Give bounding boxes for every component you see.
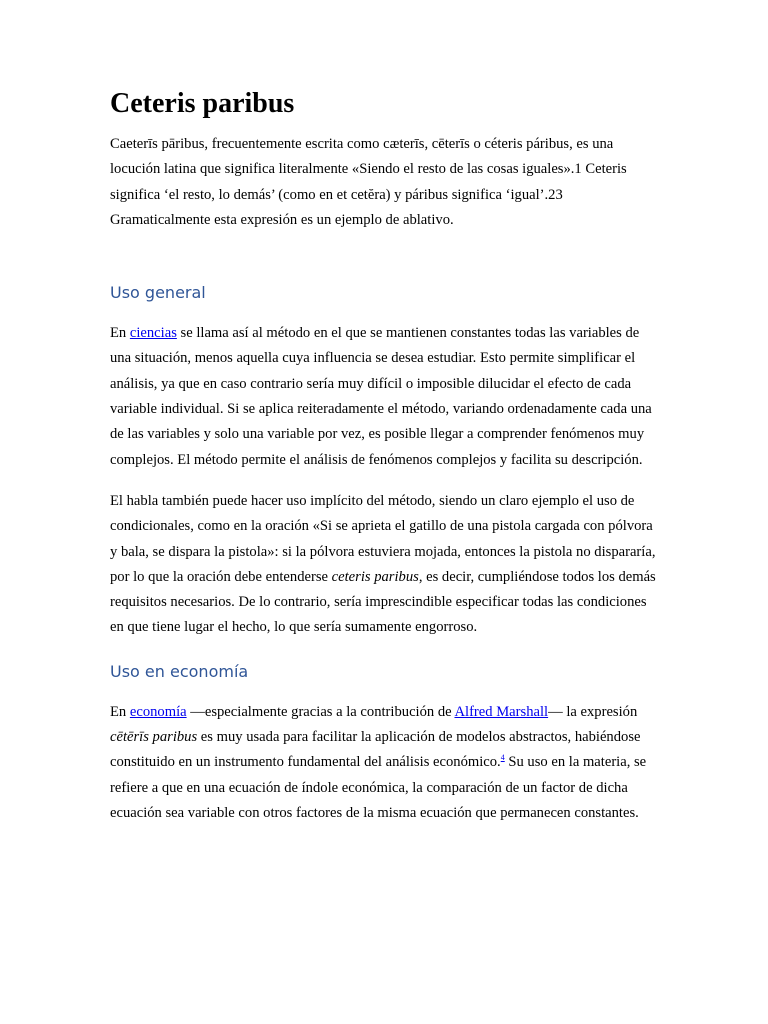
text-span: se llama así al método en el que se mantienen constantes todas las variables de una situación, menos aquella cuya influencia se desea estudiar. Esto permite simplificar el análisis, ya que en caso contrario sería muy difícil o imposible dilucidar el efecto de cada variable individual. Si se aplica reiteradamente el método, variando ordenadamente cada una de las variables y solo una variable por vez, es posible llegar a comprender fenómenos muy complejos. El método permite el análisis de fenómenos complejos y facilita su descripción. [110, 325, 652, 468]
text-span: es muy usada para facilitar la aplicación de modelos abstractos, habiéndose constituido en un instrumento fundamental del análisis económico. [110, 729, 641, 771]
text-span: — la expresión [548, 703, 638, 720]
intro-paragraph: Caeterīs pāribus, frecuentemente escrita como cæterīs, cēterīs o céteris páribus, es una locución latina que significa literalmente «Siendo el resto de las cosas iguales».1 Ceteris significa ‘el resto, lo demás’ (como en et cetĕra) y páribus significa ‘igual’.23 Gramaticalmente esta expresión es un ejemplo de ablativo. [110, 136, 627, 228]
paragraph-ciencias [110, 321, 662, 473]
text-span: En [110, 325, 130, 342]
link-alfred-marshall[interactable]: Alfred Marshall [454, 703, 549, 720]
section-heading-uso-economia: Uso en economía [110, 661, 249, 681]
footnote-reference-4[interactable]: 4 [500, 753, 505, 763]
text-span: En [110, 703, 130, 720]
text-span: El habla también puede hacer uso implícito del método, siendo un claro ejemplo el uso de condicionales, como en la oración «Si se aprieta el gatillo de una pistola cargada con pólvora y bala, se dispara la pistola»: si la pólvora estuviera mojada, entonces la pistola no dispararía, por lo que la oración debe entenderse [110, 492, 656, 585]
text-span: , es decir, cumpliéndose todos los demás requisitos necesarios. De lo contrario, sería imprescindible especificar todas las condiciones en que tiene lugar el hecho, lo que sería sumamente engorroso. [110, 568, 656, 636]
paragraph-economia [110, 700, 662, 826]
emphasis-ceteris-paribus: ceteris paribus [331, 568, 419, 585]
text-span: —especialmente gracias a la contribución de [186, 703, 455, 720]
link-economia[interactable]: economía [129, 703, 187, 720]
section-heading-uso-general: Uso general [110, 283, 206, 303]
paragraph-habla [110, 489, 662, 641]
document-page [110, 86, 662, 842]
link-ciencias[interactable]: ciencias [129, 325, 177, 342]
emphasis-ceteris-paribus: cētērīs paribus [110, 729, 198, 746]
page-title: Ceteris paribus [110, 88, 295, 119]
text-span: Su uso en la materia, se refiere a que en una ecuación de índole económica, la comparación de un factor de dicha ecuación sea variable con otros factores de la misma ecuación que permanecen constantes. [110, 754, 647, 821]
